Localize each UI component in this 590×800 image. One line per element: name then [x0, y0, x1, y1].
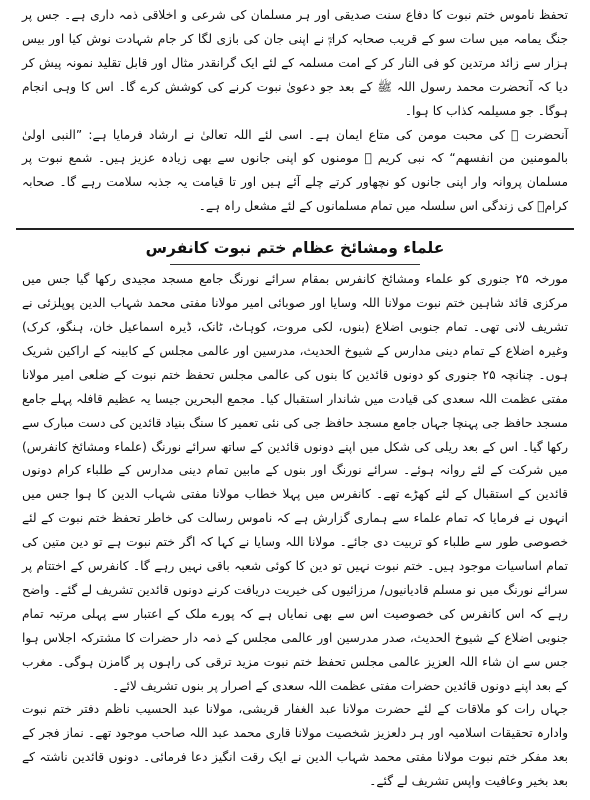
paragraph-conference-closing: جہاں رات کو ملاقات کے لئے حضرت مولانا عبد الغفار قریشی، مولانا عبد الحسیب ناظم دفتر ختم نبوت وادارہ تحقیقات اسلامیہ اور ہر دلعزیز شخصیت مولانا قاری محمد عبد اللہ صاحب موجود تھے۔ نماز فجر کے بعد مفکر ختم نبوت مولانا مفتی محمد شہاب الدین نے ایک رقت انگیز دعا فرمائی۔ دونوں قائدین ناشتہ کے بعد بخیر وعافیت واپس تشریف لے گئے۔: [22, 702, 568, 789]
section-heading: علماء ومشائخ عظام ختم نبوت کانفرس: [145, 239, 445, 258]
paragraph-conference-report: مورخہ ۲۵ جنوری کو علماء ومشائخ کانفرس بمقام سرائے نورنگ جامع مسجد مجیدی رکھا گیا جس میں مرکزی قائد شاہین ختم نبوت مولانا اللہ وسایا اور صوبائی امیر مولانا مفتی محمد شہاب الدین پوپلزئی نے تشریف لانی تھی۔ تمام جنوبی اضلاع (بنوں، لکی مروت، کوہاٹ، ٹانک، ڈیرہ اسماعیل خان، ہنگو، کرک) وغیرہ اضلاع کے تمام دینی مدارس کے شیوخ الحدیث، مدرسین اور عالمی مجلس کے کابینہ کے اراکین شریک ہوں۔ چنانچہ ۲۵ جنوری کو دونوں قائدین کا بنوں کی عالمی مجلس تحفظ ختم نبوت کے ضلعی امیر مولانا مفتی عظمت اللہ سعدی کی قیادت میں شاندار استقبال کیا۔ مجمع البحرین جیسا یہ عظیم قافلہ پہلے جامع مسجد حافظ جی پہنچا جہاں جامع مسجد حافظ جی کی نئی تعمیر کا سنگ بنیاد قائدین کی دست مبارک سے رکھا گیا۔ اس کے بعد ریلی کی شکل میں اپنے دونوں قائدین کے ساتھ سرائے نورنگ (علماء ومشائخ کانفرس) میں شرکت کے لئے روانہ ہوئے۔ سرائے نورنگ اور بنوں کے مابین تمام دینی مدارس کے طلباء کرام دونوں قائدین کے استقبال کے لئے کھڑے تھے۔ کانفرس میں پہلا خطاب مولانا مفتی شہاب الدین کا ہوا جس میں انہوں نے فرمایا کہ تمام علماء سے ہماری گزارش ہے کہ ناموس رسالت کی خاطر تحفظ ختم نبوت کے لئے خصوصی طور سے طلباء کو تربیت دی جائے۔ مولانا اللہ وسایا نے کہا کہ اگر ختم نبوت ہے تو دین متین کی تمام اساسیات موجود ہیں۔ ختم نبوت نہیں تو دین کا کوئی شعبہ باقی نہیں رہے گا۔ کانفرس کے اختتام پر سرائے نورنگ میں نو مسلم قادیانیوں/ مرزائیوں کی خیریت دریافت کرنے دونوں قائدین تشریف لے گئے۔ واضح رہے کہ اس کانفرس کی خصوصیت اس سے بھی نمایاں ہے کہ پورے ملک کے اعتبار سے پہلی مرتبہ تمام جنوبی اضلاع کے شیوخ الحدیث، صدر مدرسین اور عالمی مجلس کے ذمہ دار حضرات کا مشترکہ اجلاس ہوا جس سے ان شاء اللہ العزیز عالمی مجلس تحفظ ختم نبوت مزید ترقی کی راہوں پر گامزن ہوگی۔ مغرب کے بعد اپنے دونوں قائدین حضرات مفتی عظمت اللہ سعدی کے اصرار پر بنوں تشریف لائے۔: [22, 272, 568, 693]
paragraph-love-of-prophet: آنحضرت ﷺ کی محبت مومن کی متاع ایمان ہے۔ اسی لئے اللہ تعالیٰ نے ارشاد فرمایا ہے: ”النبی اولیٰ بالمومنین من انفسھم“ کہ نبی کریم ﷺ مومنوں کو اپنی جانوں سے بھی زیادہ عزیز ہیں۔ شمع نبوت پر مسلمان پروانہ وار اپنی جانوں کو نچھاور کرتے چلے آئے ہیں اور تا قیامت یہ جذبہ سلامت رہے گا۔ صحابہ کرامؓ کی زندگی اس سلسلہ میں تمام مسلمانوں کے لئے مشعل راہ ہے۔: [22, 127, 568, 214]
heading-underline: [170, 264, 420, 265]
article-bottom: [22, 234, 568, 794]
section-divider: [16, 228, 574, 230]
paragraph-khatm-e-nabuwwat-defense: تحفظ ناموس ختم نبوت کا دفاع سنت صدیقی اور ہر مسلمان کی شرعی و اخلاقی ذمہ داری ہے۔ جس پر جنگ یمامہ میں سات سو کے قریب صحابہ کرامؓ نے اپنی جان کی بازی لگا کر جام شہادت نوش کیا اور بیس ہزار سے زائد مرتدین کو فی النار کر کے امت مسلمہ کے لئے ایک گرانقدر مثال اور قابل تقلید نمونہ پیش کر دیا کہ آنحضرت محمد رسول اللہ ﷺ کے بعد جو دعویٰ نبوت کرنے کی کوشش کرے گا۔ اس کا وہی انجام ہوگا۔ جو مسیلمہ کذاب کا ہوا۔: [22, 8, 568, 118]
article-top: [22, 4, 568, 219]
document-page: [22, 4, 568, 796]
